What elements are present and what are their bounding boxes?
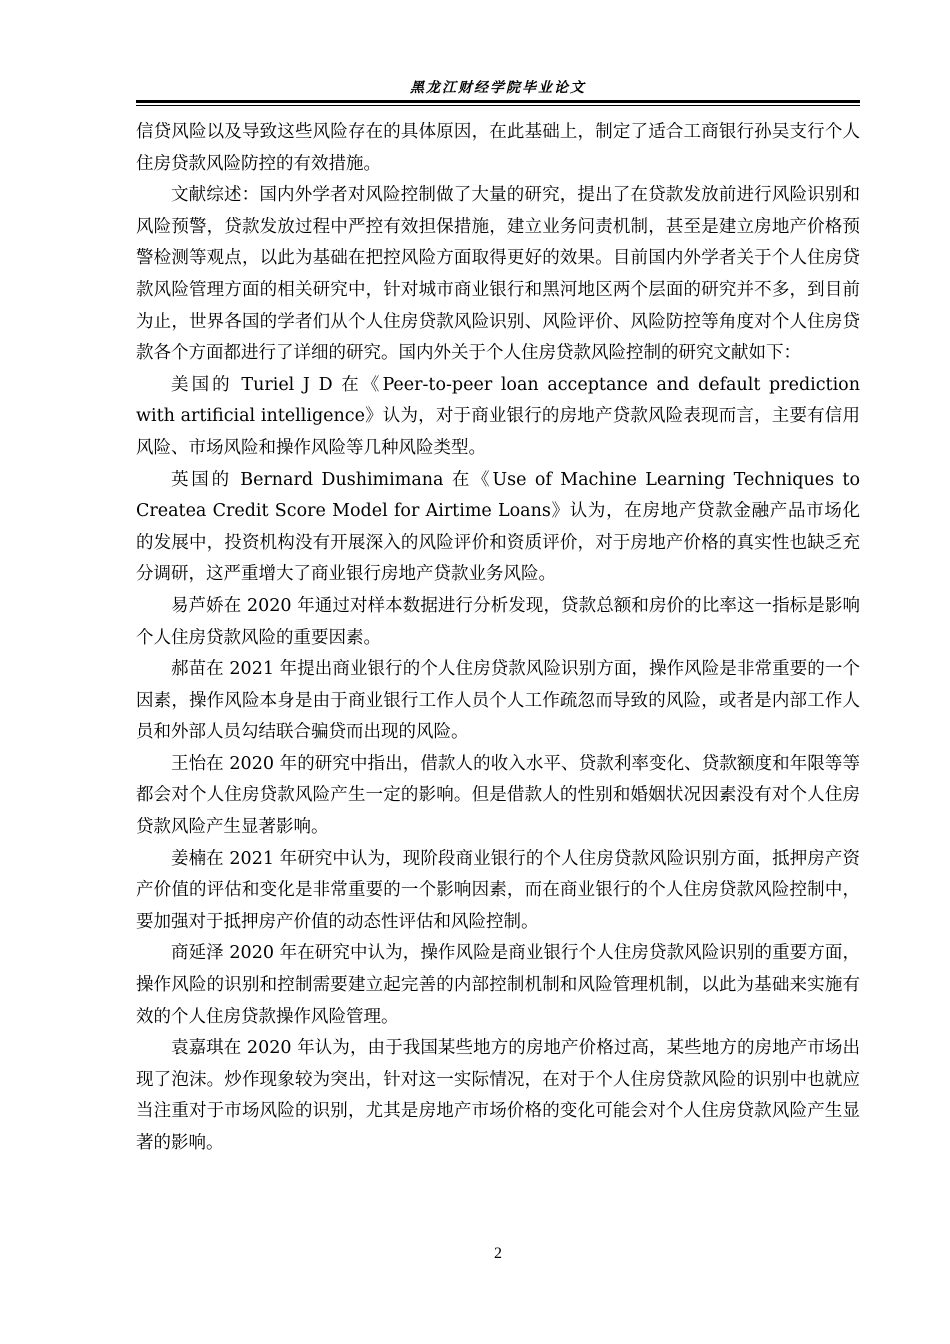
paragraph-wang-yi: 王怡在 2020 年的研究中指出，借款人的收入水平、贷款利率变化、贷款额度和年限等等都会对个人住房贷款风险产生一定的影响。但是借款人的性别和婚姻状况因素没有对个人住房贷款风险产生显著影响。 — [136, 753, 860, 838]
paragraph-yuan-jiaqi: 袁嘉琪在 2020 年认为，由于我国某些地方的房地产价格过高，某些地方的房地产市场出现了泡沫。炒作现象较为突出，针对这一实际情况，在对于个人住房贷款风险的识别中也就应当注重对于市场风险的识别，尤其是房地产市场价格的变化可能会对个人住房贷款风险产生显著的影响。 — [136, 1038, 860, 1153]
paragraph-dushimimana: 英国的 Bernard Dushimimana 在《Use of Machine Learning Techniques to Createa Credit Score Model for Airtime Loans》认为，在房地产贷款金融产品市场化的发展中，投资机构没有开展深入的风险评价和资质评价，对于房地产价格的真实性也缺乏充分调研，这严重增大了商业银行房地产贷款业务风险。 — [136, 469, 860, 585]
header-rule-thick — [136, 100, 860, 103]
paragraph-yi-lujiao: 易芦娇在 2020 年通过对样本数据进行分析发现，贷款总额和房价的比率这一指标是影响个人住房贷款风险的重要因素。 — [136, 595, 860, 648]
page-number: 2 — [494, 1245, 502, 1262]
paragraph-shang-yanze: 商延泽 2020 年在研究中认为，操作风险是商业银行个人住房贷款风险识别的重要方面，操作风险的识别和控制需要建立起完善的内部控制机制和风险管理机制，以此为基础来实施有效的个人住房贷款操作风险管理。 — [136, 943, 860, 1027]
paragraph-literature-review: 文献综述：国内外学者对风险控制做了大量的研究，提出了在贷款发放前进行风险识别和风险预警，贷款发放过程中严控有效担保措施，建立业务问责机制，甚至是建立房地产价格预警检测等观点，以此为基础在把控风险方面取得更好的效果。目前国内外学者关于个人住房贷款风险管理方面的相关研究中，针对城市商业银行和黑河地区两个层面的研究并不多，到目前为止，世界各国的学者们从个人住房贷款风险识别、风险评价、风险防控等角度对个人住房贷款各个方面都进行了详细的研究。国内外关于个人住房贷款风险控制的研究文献如下： — [136, 185, 860, 364]
paragraph-turiel: 美国的 Turiel J D 在《Peer-to-peer loan acceptance and default prediction with artificial intelligence》认为，对于商业银行的房地产贷款风险表现而言，主要有信用风险、市场风险和操作风险等几种风险类型。 — [136, 374, 860, 458]
paragraph-hao-miao: 郝苗在 2021 年提出商业银行的个人住房贷款风险识别方面，操作风险是非常重要的一个因素，操作风险本身是由于商业银行工作人员个人工作疏忽而导致的风险，或者是内部工作人员和外部人员勾结联合骗贷而出现的风险。 — [136, 659, 860, 743]
header-rule-thin — [136, 105, 860, 106]
body-text — [136, 117, 860, 1160]
paragraph-jiang-nan: 姜楠在 2021 年研究中认为，现阶段商业银行的个人住房贷款风险识别方面，抵押房产资产价值的评估和变化是非常重要的一个影响因素，而在商业银行的个人住房贷款风险控制中，要加强对于抵押房产价值的动态性评估和风险控制。 — [136, 848, 860, 932]
paragraph-continued: 信贷风险以及导致这些风险存在的具体原因，在此基础上，制定了适合工商银行孙吴支行个人住房贷款风险防控的有效措施。 — [136, 122, 860, 174]
running-header: 黑龙江财经学院毕业论文 — [410, 80, 586, 96]
